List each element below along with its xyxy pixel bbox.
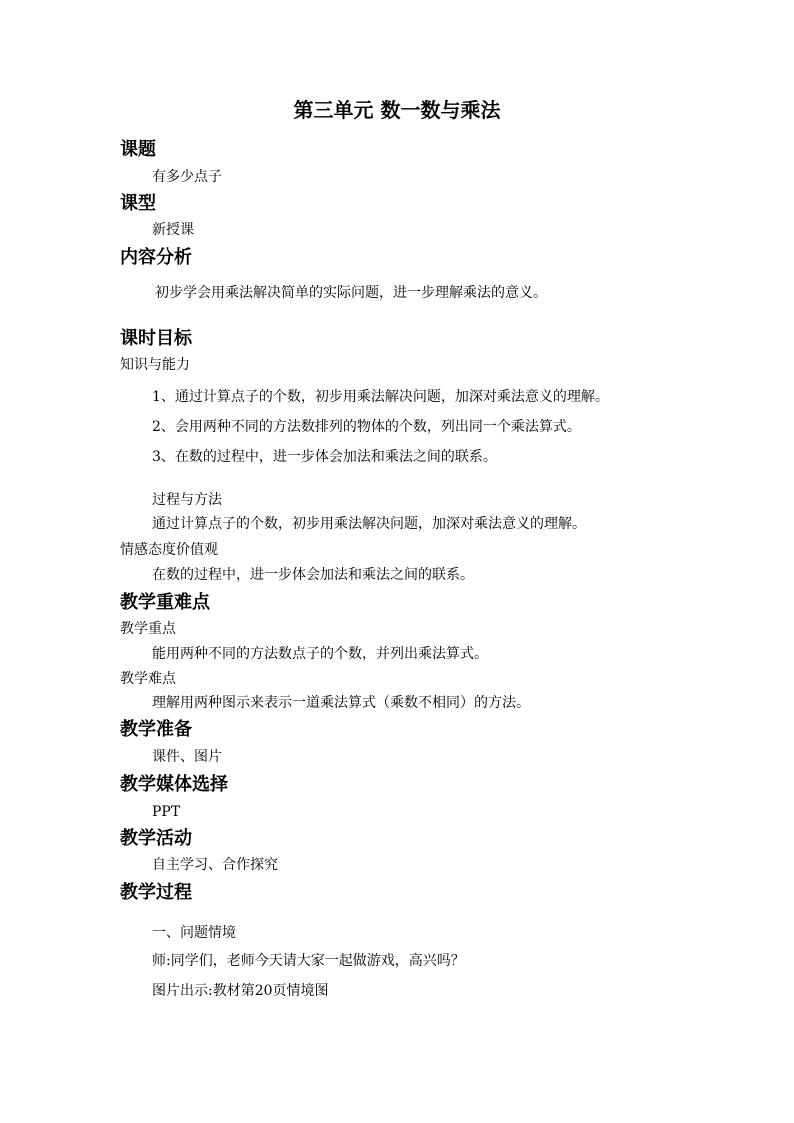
heading-prep: 教学准备 <box>120 719 192 740</box>
keypoints-difficult-text: 理解用两种图示来表示一道乘法算式（乘数不相同）的方法。 <box>152 695 530 711</box>
keypoints-key-text: 能用两种不同的方法数点子的个数，并列出乘法算式。 <box>152 646 488 662</box>
type-text: 新授课 <box>152 222 194 238</box>
heading-analysis: 内容分析 <box>120 247 192 268</box>
heading-keypoints: 教学重难点 <box>120 592 210 613</box>
document-title: 第三单元 数一数与乘法 <box>293 98 501 122</box>
goals-emotion-label: 情感态度价值观 <box>120 542 218 558</box>
media-text: PPT <box>152 804 181 820</box>
heading-process: 教学过程 <box>120 882 192 903</box>
goals-emotion-text: 在数的过程中，进一步体会加法和乘法之间的联系。 <box>152 567 474 583</box>
prep-text: 课件、图片 <box>152 749 222 765</box>
topic-text: 有多少点子 <box>152 169 222 185</box>
process-line: 一、问题情境 <box>152 925 236 941</box>
process-line: 图片出示:教材第20页情境图 <box>152 983 329 999</box>
keypoints-key-label: 教学重点 <box>120 621 176 637</box>
heading-media: 教学媒体选择 <box>120 774 228 795</box>
keypoints-difficult-label: 教学难点 <box>120 671 176 687</box>
activity-text: 自主学习、合作探究 <box>152 857 278 873</box>
heading-goals: 课时目标 <box>120 328 192 349</box>
heading-type: 课型 <box>120 193 156 214</box>
analysis-text: 初步学会用乘法解决简单的实际问题，进一步理解乘法的意义。 <box>155 285 547 301</box>
process-line: 师:同学们，老师今天请大家一起做游戏，高兴吗？ <box>152 953 465 969</box>
goals-process-label: 过程与方法 <box>152 492 222 508</box>
goals-knowledge-item: 3、在数的过程中，进一步体会加法和乘法之间的联系。 <box>152 449 497 465</box>
goals-knowledge-label: 知识与能力 <box>120 357 190 373</box>
goals-process-text: 通过计算点子的个数，初步用乘法解决问题，加深对乘法意义的理解。 <box>152 516 586 532</box>
goals-knowledge-item: 2、会用两种不同的方法数排列的物体的个数，列出同一个乘法算式。 <box>152 419 581 435</box>
heading-topic: 课题 <box>120 139 156 160</box>
goals-knowledge-item: 1、通过计算点子的个数，初步用乘法解决问题，加深对乘法意义的理解。 <box>152 389 609 405</box>
heading-activity: 教学活动 <box>120 828 192 849</box>
